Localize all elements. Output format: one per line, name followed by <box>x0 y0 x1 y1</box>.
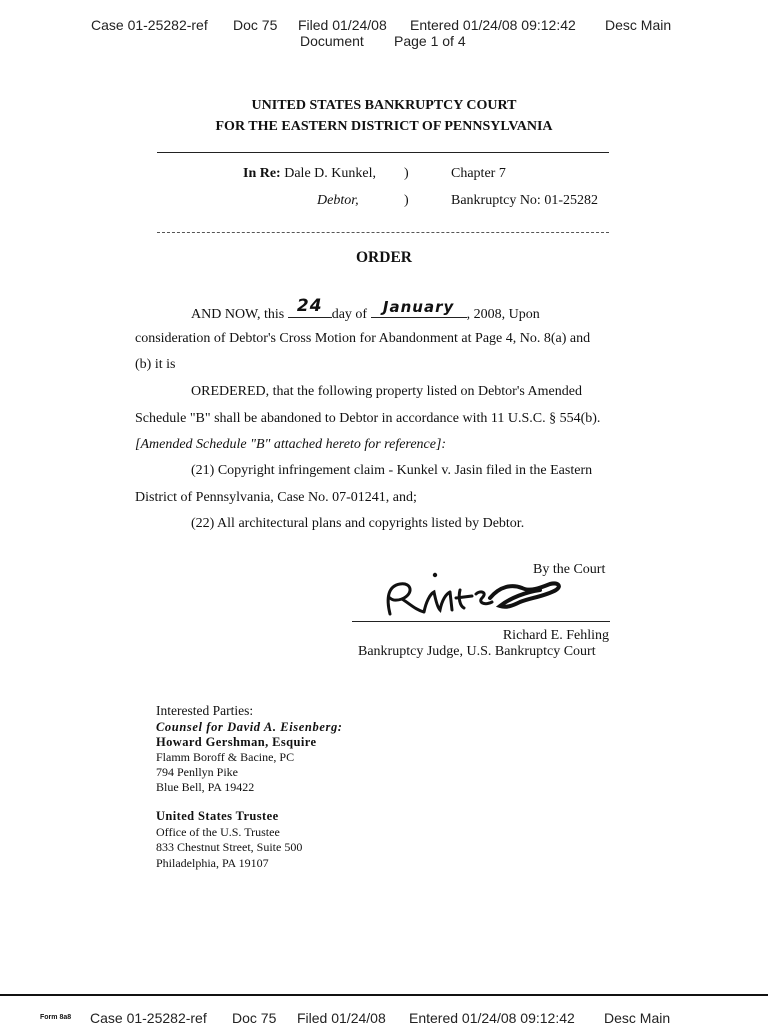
header-desc: Desc Main <box>605 17 672 33</box>
caption-debtor-label: Debtor, <box>317 193 359 208</box>
court-title-line1: UNITED STATES BANKRUPTCY COURT <box>251 98 517 113</box>
counsel-name: Howard Gershman, Esquire <box>156 735 317 749</box>
header-filed: Filed 01/24/08 <box>298 17 387 33</box>
caption-top-rule <box>157 152 609 153</box>
footer-desc: Desc Main <box>604 1010 671 1026</box>
order-title: ORDER <box>356 249 412 266</box>
trustee-name: United States Trustee <box>156 809 279 823</box>
caption-bottom-rule <box>157 232 609 233</box>
year-upon-text: , 2008, Upon <box>466 307 540 322</box>
trustee-address-2: Philadelphia, PA 19107 <box>156 856 269 870</box>
header-entered: Entered 01/24/08 09:12:42 <box>410 17 576 33</box>
caption-paren-2: ) <box>404 193 409 208</box>
header-case: Case 01-25282-ref <box>91 17 208 33</box>
counsel-address-1: 794 Penllyn Pike <box>156 765 239 779</box>
order-line-3: (b) it is <box>135 357 176 372</box>
parties-heading: Interested Parties: <box>156 703 254 718</box>
signature-rule <box>352 621 610 622</box>
item-21-line-1: (21) Copyright infringement claim - Kunkel v. Jasin filed in the Eastern <box>191 463 593 478</box>
judge-name: Richard E. Fehling <box>502 628 609 643</box>
ordered-line-1: OREDERED, that the following property listed on Debtor's Amended <box>191 384 582 399</box>
day-of-text: day of <box>331 307 368 322</box>
item-22: (22) All architectural plans and copyrights listed by Debtor. <box>191 516 525 531</box>
counsel-address-2: Blue Bell, PA 19422 <box>156 780 255 794</box>
day-handwritten: 24 <box>296 296 323 316</box>
header-page: Page 1 of 4 <box>394 33 466 49</box>
judge-signature <box>380 568 570 620</box>
court-title-line2: FOR THE EASTERN DISTRICT OF PENNSYLVANIA <box>215 119 553 134</box>
caption-paren-1: ) <box>404 166 409 181</box>
footer-form: Form 8a8 <box>40 1014 72 1021</box>
counsel-label: Counsel for David A. Eisenberg: <box>156 720 343 734</box>
caption-in-re <box>243 166 376 182</box>
footer-doc: Doc 75 <box>232 1010 277 1026</box>
counsel-firm: Flamm Boroff & Bacine, PC <box>156 750 295 764</box>
ordered-line-2: Schedule "B" shall be abandoned to Debtor in accordance with 11 U.S.C. § 554(b). <box>135 411 601 426</box>
order-line-2: consideration of Debtor's Cross Motion for Abandonment at Page 4, No. 8(a) and <box>135 331 591 346</box>
month-handwritten: January <box>382 298 455 316</box>
footer-filed: Filed 01/24/08 <box>297 1010 386 1026</box>
order-and-now-line <box>191 296 540 323</box>
ordered-line-3: [Amended Schedule "B" attached hereto for reference]: <box>135 437 447 452</box>
by-the-court: By the Court <box>533 562 606 577</box>
trustee-office: Office of the U.S. Trustee <box>156 825 280 839</box>
header-doc: Doc 75 <box>233 17 278 33</box>
and-now-text: AND NOW, this <box>191 307 285 322</box>
debtor-name: Dale D. Kunkel, <box>284 166 376 181</box>
in-re-label: In Re: <box>243 166 281 181</box>
month-blank <box>371 298 467 318</box>
caption-chapter: Chapter 7 <box>451 166 506 181</box>
footer-case: Case 01-25282-ref <box>90 1010 207 1026</box>
trustee-address-1: 833 Chestnut Street, Suite 500 <box>156 840 303 854</box>
footer-entered: Entered 01/24/08 09:12:42 <box>409 1010 575 1026</box>
item-21-line-2: District of Pennsylvania, Case No. 07-01241, and; <box>135 490 417 505</box>
day-blank <box>288 296 332 318</box>
judge-title: Bankruptcy Judge, U.S. Bankruptcy Court <box>358 644 596 659</box>
header-document: Document <box>300 33 364 49</box>
caption-bankruptcy-no: Bankruptcy No: 01-25282 <box>451 193 598 208</box>
